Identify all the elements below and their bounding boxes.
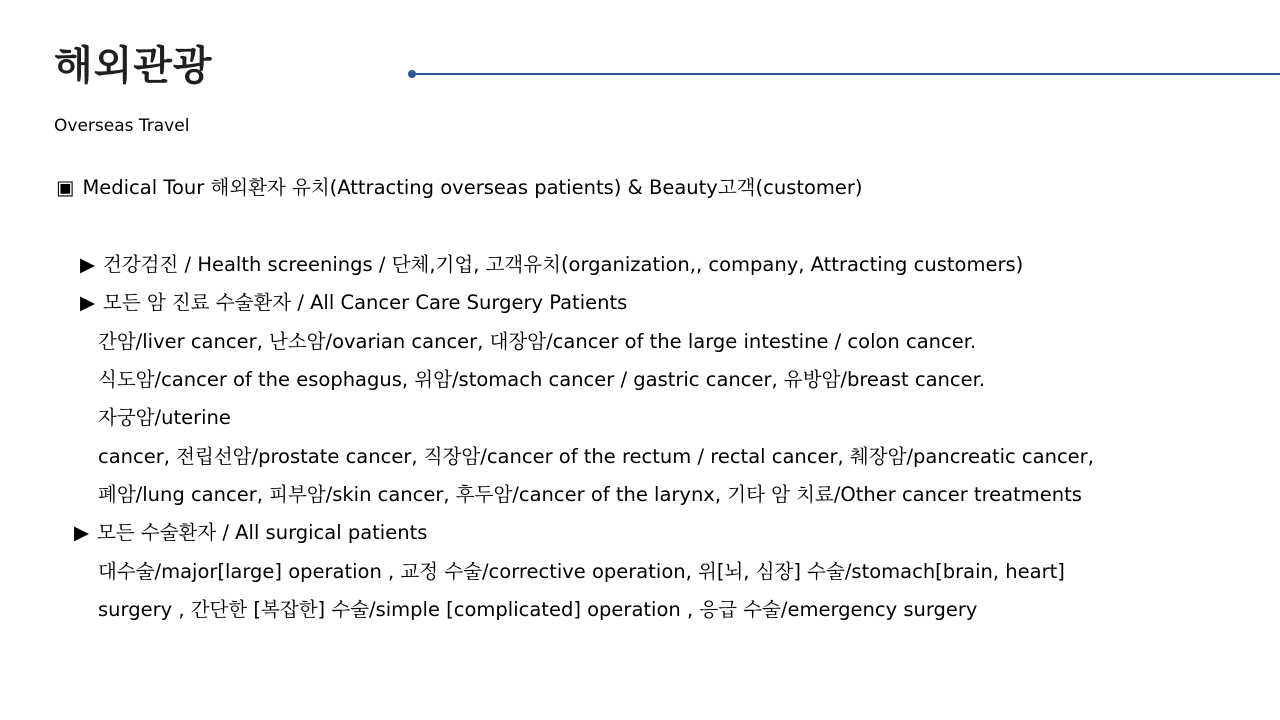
bullet-text: 모든 암 진료 수술환자 / All Cancer Care Surgery Patients: [103, 291, 628, 314]
triangle-bullet-icon: ▶: [80, 253, 95, 276]
surgery-list-line: surgery , 간단한 [복잡한] 수술/simple [complicated] operation , 응급 수술/emergency surgery: [98, 598, 978, 621]
section-heading: [56, 175, 863, 201]
bullet-cancer-surgery: [80, 290, 627, 316]
triangle-bullet-icon: ▶: [80, 291, 95, 314]
bullet-all-surgical: [74, 520, 427, 546]
cancer-list-line: 자궁암/uterine: [98, 406, 231, 429]
section-heading-text: Medical Tour 해외환자 유치(Attracting overseas patients) & Beauty고객(customer): [82, 176, 863, 199]
cancer-list-line: 식도암/cancer of the esophagus, 위암/stomach cancer / gastric cancer, 유방암/breast cancer.: [98, 368, 986, 391]
triangle-bullet-icon: ▶: [74, 521, 89, 544]
square-bullet-icon: ▣: [56, 176, 75, 199]
surgery-list-line: 대수술/major[large] operation , 교정 수술/corrective operation, 위[뇌, 심장] 수술/stomach[brain, heart]: [98, 560, 1065, 583]
bullet-health-screenings: [80, 252, 1023, 278]
page-subtitle: Overseas Travel: [54, 116, 190, 136]
cancer-list-line: 간암/liver cancer, 난소암/ovarian cancer, 대장암/cancer of the large intestine / colon cancer.: [98, 330, 977, 353]
bullet-text: 모든 수술환자 / All surgical patients: [97, 521, 428, 544]
cancer-list-line: cancer, 전립선암/prostate cancer, 직장암/cancer of the rectum / rectal cancer, 췌장암/pancreatic cancer,: [98, 445, 1094, 468]
bullet-text: 건강검진 / Health screenings / 단체,기업, 고객유치(organization,, company, Attracting customers): [103, 253, 1024, 276]
cancer-list-line: 폐암/lung cancer, 피부암/skin cancer, 후두암/cancer of the larynx, 기타 암 치료/Other cancer treatments: [98, 483, 1082, 506]
page-title: 해외관광: [54, 43, 213, 89]
